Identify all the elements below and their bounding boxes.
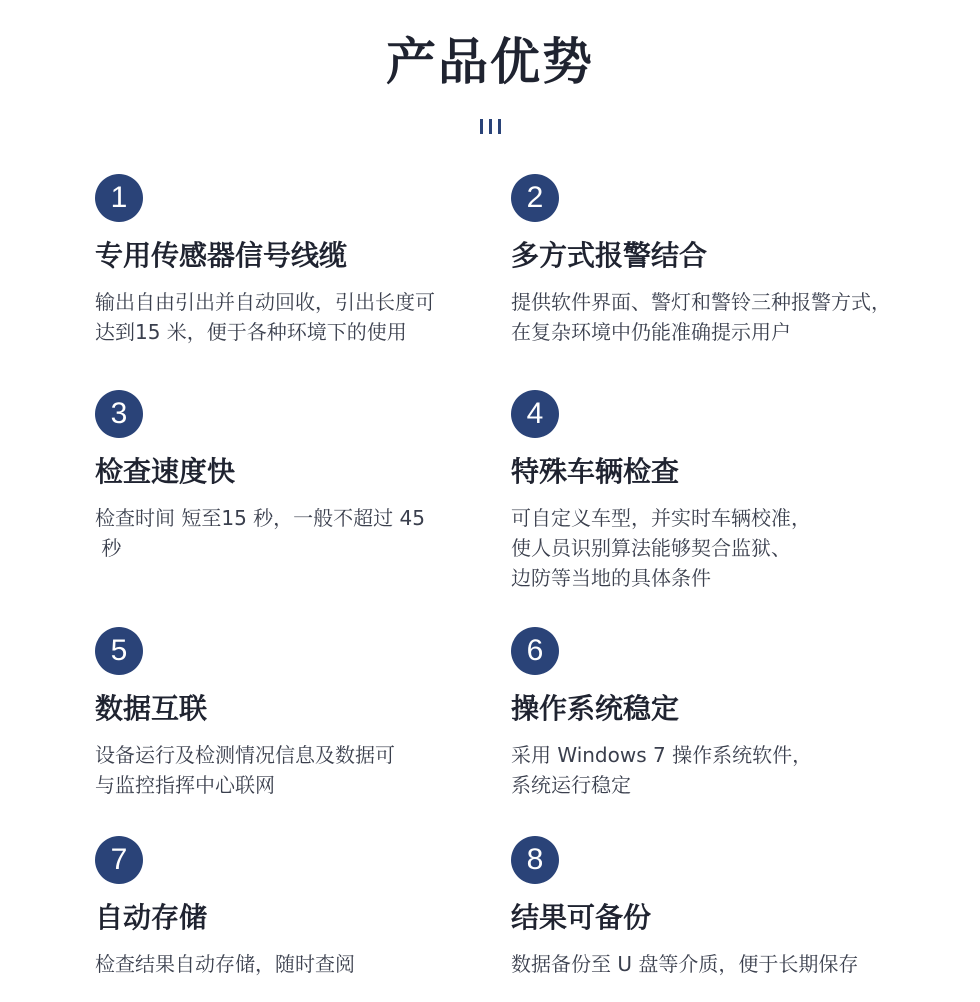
feature-description [511,740,911,800]
feature-description-line: 与监控指挥中心联网 [95,773,275,797]
feature-description-line: 边防等当地的具体条件 [511,566,711,590]
feature-description [95,740,495,800]
title-divider-icon [479,119,503,134]
feature-description [95,949,495,979]
feature-description-line: 可自定义车型，并实时车辆校准， [511,506,811,530]
feature-description-line: 秒 [95,536,122,560]
feature-description-line: 输出自由引出并自动回收，引出长度可 [95,290,435,314]
feature-description [511,287,911,347]
feature-number-badge: 4 [511,390,559,438]
feature-title: 自动存储 [95,901,208,934]
feature-number-badge: 1 [95,174,143,222]
feature-title: 数据互联 [95,692,208,725]
feature-number-badge: 2 [511,174,559,222]
feature-description [511,949,911,979]
feature-description-line: 检查时间 短至15 秒，一般不超过 45 [95,506,425,530]
feature-title: 多方式报警结合 [511,239,708,272]
feature-description-line: 系统运行稳定 [511,773,631,797]
feature-description-line: 采用 Windows 7 操作系统软件， [511,743,813,767]
feature-description [95,503,495,563]
feature-title: 操作系统稳定 [511,692,680,725]
feature-title: 结果可备份 [511,901,652,934]
feature-number-badge: 8 [511,836,559,884]
feature-description-line: 检查结果自动存储，随时查阅 [95,952,355,976]
feature-description [95,287,495,347]
feature-title: 检查速度快 [95,455,236,488]
feature-number-badge: 3 [95,390,143,438]
feature-description [511,503,911,593]
feature-description-line: 在复杂环境中仍能准确提示用户 [511,320,791,344]
feature-description-line: 数据备份至 U 盘等介质，便于长期保存 [511,952,859,976]
feature-number-badge: 5 [95,627,143,675]
feature-description-line: 提供软件界面、警灯和警铃三种报警方式， [511,290,891,314]
feature-title: 专用传感器信号线缆 [95,239,348,272]
feature-description-line: 达到15 米，便于各种环境下的使用 [95,320,407,344]
page-title: 产品优势 [386,33,594,91]
feature-title: 特殊车辆检查 [511,455,680,488]
feature-description-line: 使人员识别算法能够契合监狱、 [511,536,791,560]
feature-number-badge: 6 [511,627,559,675]
feature-description-line: 设备运行及检测情况信息及数据可 [95,743,395,767]
feature-number-badge: 7 [95,836,143,884]
